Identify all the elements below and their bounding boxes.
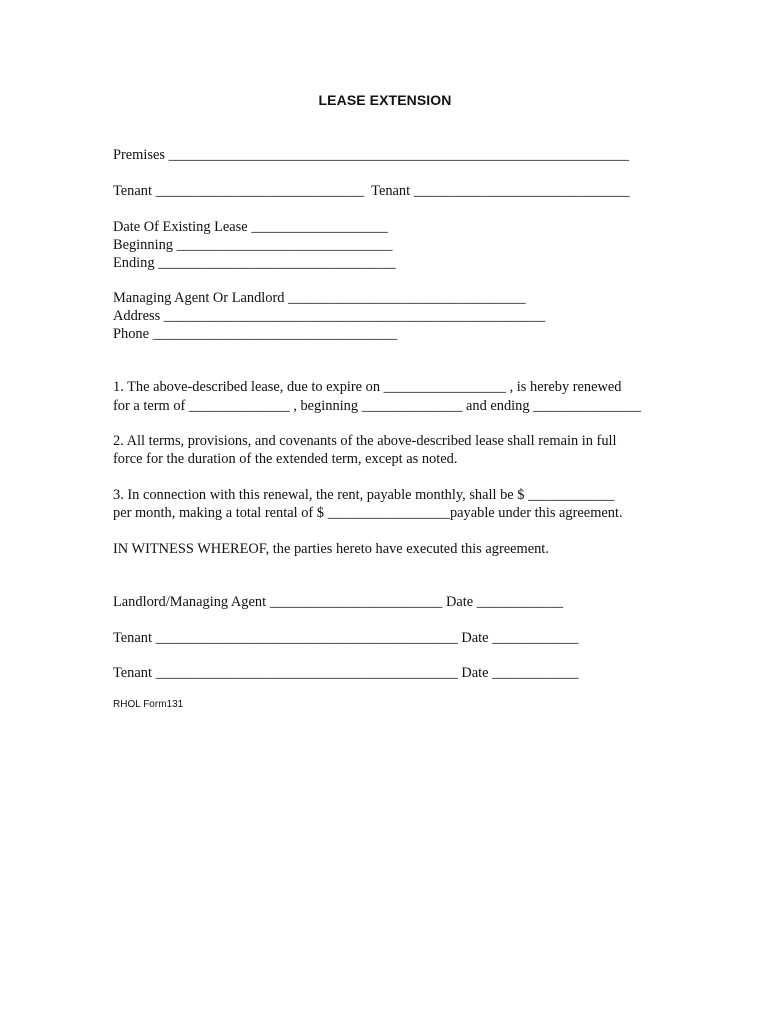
existing-lease-beginning-line: [113, 236, 392, 254]
monthly-rent-field[interactable]: ____________: [528, 487, 615, 503]
clause-1-line-1: [113, 378, 622, 396]
tenant-1-date-field[interactable]: ____________: [492, 630, 579, 646]
agent-field[interactable]: _________________________________: [288, 290, 526, 306]
clause-1-beginning-label: , beginning: [293, 398, 359, 414]
tenant-2-signature-field[interactable]: __________________________________________: [155, 665, 458, 681]
clause-3-text-c: payable under this agreement.: [449, 505, 623, 521]
clause-2-line-1: 2. All terms, provisions, and covenants of the above-described lease shall remain in full: [113, 433, 617, 449]
tenant-1-label: Tenant: [113, 183, 152, 199]
landlord-signature-label: Landlord/Managing Agent: [113, 594, 267, 610]
tenant-2-date-label: Date: [461, 665, 489, 681]
premises-label: Premises: [113, 147, 165, 163]
clause-3-text-a: 3. In connection with this renewal, the rent, payable monthly, shall be $: [113, 487, 525, 503]
landlord-signature-line: [113, 593, 563, 611]
clause-1-line-2: [113, 397, 641, 415]
existing-lease-ending-line: [113, 254, 396, 272]
total-rental-field[interactable]: _________________: [327, 505, 450, 521]
tenant-1-signature-line: [113, 629, 579, 647]
phone-field[interactable]: __________________________________: [152, 326, 398, 342]
form-number: RHOL Form131: [113, 699, 184, 710]
landlord-date-label: Date: [445, 594, 474, 610]
premises-line: [113, 146, 629, 164]
clause-1-text-b: , is hereby renewed: [509, 379, 622, 395]
landlord-date-field[interactable]: ____________: [476, 594, 564, 610]
premises-field[interactable]: ________________________________________________________________: [168, 147, 630, 163]
renewal-ending-field[interactable]: _______________: [533, 398, 642, 414]
witness-statement: IN WITNESS WHEREOF, the parties hereto have executed this agreement.: [113, 541, 549, 557]
address-label: Address: [113, 308, 161, 324]
clause-3-line-2: [113, 504, 623, 522]
tenant-1-signature-field[interactable]: __________________________________________: [155, 630, 458, 646]
clause-1-ending-label: and ending: [466, 398, 530, 414]
phone-label: Phone: [113, 326, 149, 342]
clause-3-line-1: [113, 486, 614, 504]
tenant-2-date-field[interactable]: ____________: [492, 665, 579, 681]
existing-lease-ending-label: Ending: [113, 255, 155, 271]
tenant-2-field[interactable]: ______________________________: [413, 183, 630, 199]
address-field[interactable]: _____________________________________________________: [163, 308, 546, 324]
address-line: [113, 307, 545, 325]
agent-line: [113, 289, 526, 307]
tenants-line: [113, 182, 630, 200]
tenant-1-date-label: Date: [461, 630, 489, 646]
tenant-1-field[interactable]: _____________________________: [155, 183, 365, 199]
clause-2-line-2: force for the duration of the extended term, except as noted.: [113, 451, 458, 467]
document-title: LEASE EXTENSION: [318, 92, 452, 108]
phone-line: [113, 325, 397, 343]
existing-lease-ending-field[interactable]: _________________________________: [158, 255, 396, 271]
renewal-beginning-field[interactable]: ______________: [361, 398, 463, 414]
agent-label: Managing Agent Or Landlord: [113, 290, 285, 306]
term-field[interactable]: ______________: [188, 398, 290, 414]
clause-1-term-label: for a term of: [113, 398, 186, 414]
existing-lease-beginning-field[interactable]: ______________________________: [176, 237, 393, 253]
existing-lease-date-field[interactable]: ___________________: [251, 219, 388, 235]
existing-lease-beginning-label: Beginning: [113, 237, 173, 253]
clause-3-text-b: per month, making a total rental of $: [113, 505, 325, 521]
existing-lease-date-line: [113, 218, 388, 236]
expire-date-field[interactable]: _________________: [383, 379, 506, 395]
existing-lease-date-label: Date Of Existing Lease: [113, 219, 248, 235]
tenant-1-signature-label: Tenant: [113, 630, 152, 646]
tenant-2-signature-label: Tenant: [113, 665, 152, 681]
clause-1-text-a: 1. The above-described lease, due to expire on: [113, 379, 381, 395]
tenant-2-label: Tenant: [371, 183, 411, 199]
tenant-2-signature-line: [113, 664, 579, 682]
landlord-signature-field[interactable]: ________________________: [269, 594, 443, 610]
